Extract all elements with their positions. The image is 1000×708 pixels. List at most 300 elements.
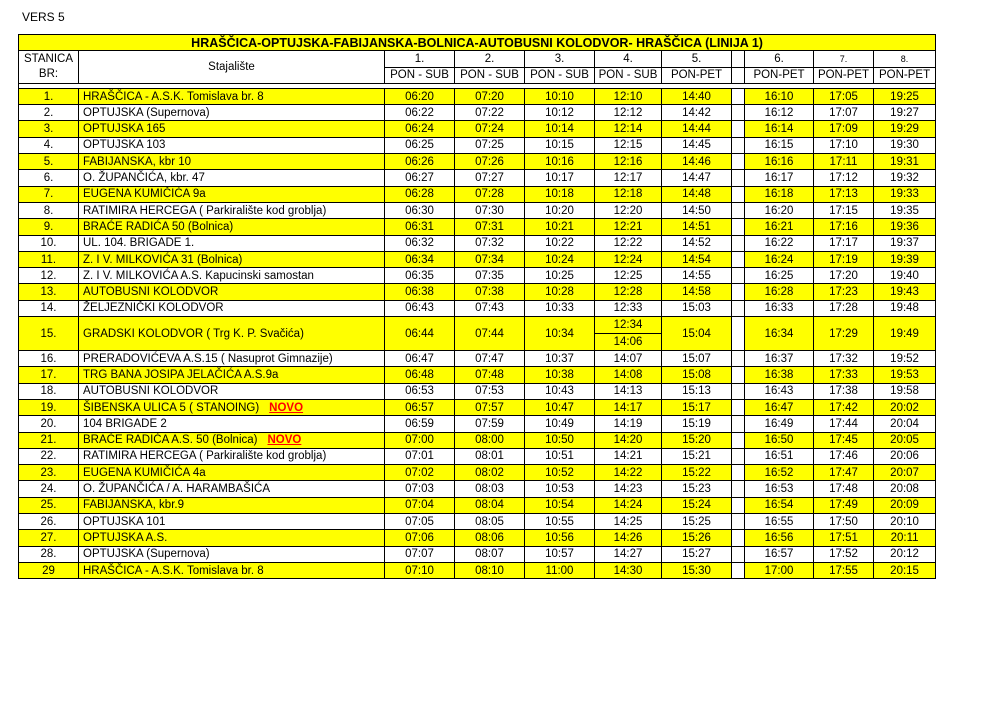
departure-time: 17:51: [814, 530, 874, 546]
departure-time: 17:47: [814, 465, 874, 481]
departure-time: 16:57: [745, 546, 814, 562]
departure-time: 10:52: [525, 465, 595, 481]
stop-name-text: EUGENA KUMIČIĆA 9a: [83, 188, 206, 201]
departure-time: 14:51: [662, 219, 732, 235]
station-number: 26.: [19, 514, 79, 530]
departure-time: 12:15: [595, 137, 662, 153]
departure-time: 17:46: [814, 448, 874, 464]
stop-name-text: FABIJANSKA, kbr 10: [83, 155, 192, 168]
departure-time: 16:55: [745, 514, 814, 530]
departure-time: 12:14: [595, 121, 662, 137]
departure-time: 14:46: [662, 154, 732, 170]
departure-header: 3.: [525, 51, 595, 67]
departure-time: 14:45: [662, 137, 732, 153]
departure-time: 12:24: [595, 251, 662, 267]
departure-time: 14:55: [662, 268, 732, 284]
stop-name: [79, 170, 385, 186]
table-row: [19, 562, 936, 578]
departure-time: 16:28: [745, 284, 814, 300]
departure-time: 08:06: [455, 530, 525, 546]
departure-time: 15:22: [662, 465, 732, 481]
spacer-cell: [732, 67, 745, 83]
departure-time: 06:26: [385, 154, 455, 170]
new-stop-badge: NOVO: [269, 401, 304, 414]
departure-time: 10:17: [525, 170, 595, 186]
station-number: 17.: [19, 367, 79, 383]
table-header: [19, 35, 936, 89]
departure-time: 17:45: [814, 432, 874, 448]
station-number: 16.: [19, 351, 79, 367]
departure-time: 16:33: [745, 300, 814, 316]
departure-time: 06:48: [385, 367, 455, 383]
departure-time: 12:20: [595, 202, 662, 218]
departure-time: 17:42: [814, 399, 874, 415]
departure-time: 20:10: [874, 514, 936, 530]
days-header: PON-PET: [814, 67, 874, 83]
departure-time: 15:24: [662, 497, 732, 513]
departure-time: 14:06: [595, 333, 661, 350]
departure-time: 14:52: [662, 235, 732, 251]
spacer-cell: [732, 137, 745, 153]
departure-time: 20:04: [874, 416, 936, 432]
spacer-cell: [732, 219, 745, 235]
departure-time: 20:06: [874, 448, 936, 464]
station-number: 19.: [19, 399, 79, 415]
timetable: [18, 34, 936, 579]
departure-time: 14:26: [595, 530, 662, 546]
departure-time: 07:27: [455, 170, 525, 186]
departure-time: 10:51: [525, 448, 595, 464]
stop-name-text: BRAĆE RADIĆA A.S. 50 (Bolnica): [83, 434, 258, 447]
station-no-header: STANICA BR:: [19, 51, 79, 84]
departure-time: 07:34: [455, 251, 525, 267]
departure-time: 15:04: [662, 317, 732, 351]
departure-time: 06:35: [385, 268, 455, 284]
departure-header: 7.: [814, 51, 874, 67]
days-header: PON - SUB: [455, 67, 525, 83]
departure-time: 12:10: [595, 88, 662, 104]
days-header: PON-PET: [662, 67, 732, 83]
departure-time: 12:33: [595, 300, 662, 316]
station-number: 29: [19, 562, 79, 578]
stop-name: [79, 562, 385, 578]
departure-time: 19:58: [874, 383, 936, 399]
stop-name: [79, 530, 385, 546]
departure-time: 07:57: [455, 399, 525, 415]
departure-time: 10:16: [525, 154, 595, 170]
departure-time: 14:40: [662, 88, 732, 104]
stop-name: [79, 88, 385, 104]
departure-time: 16:22: [745, 235, 814, 251]
departure-time: 16:20: [745, 202, 814, 218]
station-number: 7.: [19, 186, 79, 202]
departure-time: 19:43: [874, 284, 936, 300]
days-header: PON-PET: [745, 67, 814, 83]
days-header: PON-PET: [874, 67, 936, 83]
departure-time: 06:43: [385, 300, 455, 316]
departure-time: 17:12: [814, 170, 874, 186]
table-row: [19, 514, 936, 530]
departure-time: 16:50: [745, 432, 814, 448]
departure-time: 08:00: [455, 432, 525, 448]
departure-time: 07:28: [455, 186, 525, 202]
departure-time: 10:47: [525, 399, 595, 415]
station-number: 9.: [19, 219, 79, 235]
departure-time: 10:22: [525, 235, 595, 251]
spacer-cell: [732, 154, 745, 170]
departure-time: 12:34: [613, 319, 643, 332]
departure-time: 12:25: [595, 268, 662, 284]
departure-time: 10:50: [525, 432, 595, 448]
departure-time: 10:56: [525, 530, 595, 546]
departure-time: 16:37: [745, 351, 814, 367]
stop-name: [79, 383, 385, 399]
stop-name: [79, 416, 385, 432]
departure-time: 17:52: [814, 546, 874, 562]
departure-time: 14:50: [662, 202, 732, 218]
departure-time: 07:20: [455, 88, 525, 104]
departure-time: 17:28: [814, 300, 874, 316]
days-header: PON - SUB: [525, 67, 595, 83]
departure-time: 19:27: [874, 105, 936, 121]
departure-time: 17:48: [814, 481, 874, 497]
departure-time: 16:53: [745, 481, 814, 497]
departure-time: 15:03: [662, 300, 732, 316]
table-row: [19, 105, 936, 121]
departure-time: 14:54: [662, 251, 732, 267]
departure-time: 10:20: [525, 202, 595, 218]
table-row: [19, 137, 936, 153]
departure-time: 17:10: [814, 137, 874, 153]
spacer-cell: [732, 514, 745, 530]
departure-time: 15:27: [662, 546, 732, 562]
departure-time: 17:15: [814, 202, 874, 218]
stop-name-text: O. ŽUPANČIĆA, kbr. 47: [83, 172, 205, 185]
departure-time: 07:02: [385, 465, 455, 481]
stop-name: [79, 137, 385, 153]
departure-time: 16:38: [745, 367, 814, 383]
stop-header: Stajalište: [79, 51, 385, 84]
table-row: [19, 432, 936, 448]
version-label: VERS 5: [22, 10, 65, 24]
departure-time: 08:10: [455, 562, 525, 578]
station-number: 4.: [19, 137, 79, 153]
station-number: 21.: [19, 432, 79, 448]
departure-time: 16:51: [745, 448, 814, 464]
table-row: [19, 88, 936, 104]
spacer-cell: [732, 251, 745, 267]
stop-name-text: O. ŽUPANČIĆA / A. HARAMBAŠIĆA: [83, 483, 271, 496]
departure-time: 17:05: [814, 88, 874, 104]
table-title: HRAŠČICA-OPTUJSKA-FABIJANSKA-BOLNICA-AUTOBUSNI KOLODVOR- HRAŠČICA (LINIJA 1): [19, 35, 936, 51]
departure-time: 07:05: [385, 514, 455, 530]
departure-time: 07:26: [455, 154, 525, 170]
stop-name-text: OPTUJSKA (Supernova): [83, 106, 210, 119]
departure-time: 06:31: [385, 219, 455, 235]
departure-time: 12:17: [595, 170, 662, 186]
table-row: [19, 399, 936, 415]
station-number: 10.: [19, 235, 79, 251]
station-number: 23.: [19, 465, 79, 481]
stop-name-text: BRAĆE RADIĆA 50 (Bolnica): [83, 220, 234, 233]
departure-time: 06:28: [385, 186, 455, 202]
station-number: 20.: [19, 416, 79, 432]
departure-time: 07:06: [385, 530, 455, 546]
departure-time: 14:24: [595, 497, 662, 513]
stop-name: [79, 154, 385, 170]
station-number: 8.: [19, 202, 79, 218]
departure-time: 15:26: [662, 530, 732, 546]
departure-time: 19:48: [874, 300, 936, 316]
departure-time: 20:12: [874, 546, 936, 562]
departure-time-split: [595, 317, 662, 351]
departure-time: 15:19: [662, 416, 732, 432]
stop-name: [79, 219, 385, 235]
table-row: [19, 416, 936, 432]
departure-time: 15:07: [662, 351, 732, 367]
table-row: [19, 481, 936, 497]
station-number: 15.: [19, 317, 79, 351]
departure-time: 10:33: [525, 300, 595, 316]
stop-name: [79, 186, 385, 202]
departure-time: 16:54: [745, 497, 814, 513]
departure-time: 17:00: [745, 562, 814, 578]
stop-name-text: HRAŠČICA - A.S.K. Tomislava br. 8: [83, 90, 264, 103]
departure-time: 07:35: [455, 268, 525, 284]
spacer-cell: [732, 546, 745, 562]
departure-time: 15:17: [662, 399, 732, 415]
departure-header: 8.: [874, 51, 936, 67]
departure-time: 16:15: [745, 137, 814, 153]
spacer-cell: [732, 432, 745, 448]
departure-time: 16:12: [745, 105, 814, 121]
departure-time: 07:38: [455, 284, 525, 300]
table-row: [19, 251, 936, 267]
departure-time: 10:34: [525, 317, 595, 351]
departure-time: 08:07: [455, 546, 525, 562]
spacer-cell: [732, 300, 745, 316]
stop-name-text: Z. I V. MILKOVIĆA 31 (Bolnica): [83, 253, 243, 266]
departure-time: 07:43: [455, 300, 525, 316]
departure-time: 19:30: [874, 137, 936, 153]
table-row: [19, 546, 936, 562]
departure-time: 19:31: [874, 154, 936, 170]
stop-name-text: OPTUJSKA A.S.: [83, 531, 168, 544]
departure-time: 10:38: [525, 367, 595, 383]
spacer-cell: [732, 465, 745, 481]
table-row: [19, 497, 936, 513]
stop-name: [79, 251, 385, 267]
departure-time: 07:24: [455, 121, 525, 137]
departure-time: 06:47: [385, 351, 455, 367]
departure-time: 14:27: [595, 546, 662, 562]
departure-time: 19:25: [874, 88, 936, 104]
departure-time: 12:22: [595, 235, 662, 251]
table-row: [19, 268, 936, 284]
departure-time: 16:52: [745, 465, 814, 481]
departure-time: 16:56: [745, 530, 814, 546]
departure-time: 10:28: [525, 284, 595, 300]
departure-time: 07:00: [385, 432, 455, 448]
departure-time: 17:11: [814, 154, 874, 170]
departure-time: 20:15: [874, 562, 936, 578]
departure-time: 06:38: [385, 284, 455, 300]
departure-time: 10:55: [525, 514, 595, 530]
departure-time: 20:09: [874, 497, 936, 513]
departure-time: 17:38: [814, 383, 874, 399]
departure-time: 07:32: [455, 235, 525, 251]
departure-time: 14:07: [595, 351, 662, 367]
station-number: 28.: [19, 546, 79, 562]
departure-time: 17:13: [814, 186, 874, 202]
departure-time: 10:12: [525, 105, 595, 121]
departure-time: 16:24: [745, 251, 814, 267]
departure-time: 17:17: [814, 235, 874, 251]
stop-name-text: Z. I V. MILKOVIĆA A.S. Kapucinski samostan: [83, 269, 314, 282]
table-row: [19, 351, 936, 367]
departure-time: 10:10: [525, 88, 595, 104]
stop-name: [79, 448, 385, 464]
departure-time: 19:29: [874, 121, 936, 137]
departure-time: 14:58: [662, 284, 732, 300]
departure-time: 16:10: [745, 88, 814, 104]
station-number: 13.: [19, 284, 79, 300]
departure-time: 06:57: [385, 399, 455, 415]
departure-time: 20:05: [874, 432, 936, 448]
departure-time: 19:53: [874, 367, 936, 383]
stop-name-text: ŽELJEZNIČKI KOLODVOR: [83, 302, 224, 315]
departure-time: 08:04: [455, 497, 525, 513]
departure-time: 10:15: [525, 137, 595, 153]
table-row: [19, 317, 936, 351]
departure-time: 08:01: [455, 448, 525, 464]
departure-time: 15:08: [662, 367, 732, 383]
departure-time: 17:50: [814, 514, 874, 530]
departure-time: 07:44: [455, 317, 525, 351]
departure-time: 20:07: [874, 465, 936, 481]
departure-time: 17:49: [814, 497, 874, 513]
departure-time: 07:22: [455, 105, 525, 121]
departure-time: 16:21: [745, 219, 814, 235]
departure-time: 06:44: [385, 317, 455, 351]
departure-time: 10:53: [525, 481, 595, 497]
station-number: 2.: [19, 105, 79, 121]
departure-time: 10:49: [525, 416, 595, 432]
departure-time: 07:30: [455, 202, 525, 218]
departure-time: 07:25: [455, 137, 525, 153]
departure-time: 07:07: [385, 546, 455, 562]
departure-time: 07:04: [385, 497, 455, 513]
stop-name: [79, 399, 385, 415]
station-number: 14.: [19, 300, 79, 316]
departure-time: 07:59: [455, 416, 525, 432]
stop-name: [79, 497, 385, 513]
departure-time: 16:16: [745, 154, 814, 170]
departure-time: 14:48: [662, 186, 732, 202]
days-header: PON - SUB: [385, 67, 455, 83]
departure-time: 14:30: [595, 562, 662, 578]
spacer-cell: [732, 284, 745, 300]
departure-time: 19:49: [874, 317, 936, 351]
spacer-cell: [732, 351, 745, 367]
stop-name: [79, 284, 385, 300]
departure-time: 07:53: [455, 383, 525, 399]
spacer-cell: [732, 121, 745, 137]
station-number: 6.: [19, 170, 79, 186]
stop-name-text: PRERADOVIĆEVA A.S.15 ( Nasuprot Gimnazije): [83, 352, 333, 365]
spacer-cell: [732, 268, 745, 284]
departure-time: 14:20: [595, 432, 662, 448]
departure-time: 14:25: [595, 514, 662, 530]
departure-header: 1.: [385, 51, 455, 67]
departure-time: 10:18: [525, 186, 595, 202]
departure-time: 10:43: [525, 383, 595, 399]
departure-time: 15:21: [662, 448, 732, 464]
departure-time: 19:33: [874, 186, 936, 202]
table-row: [19, 284, 936, 300]
departure-time: 10:57: [525, 546, 595, 562]
spacer-cell: [732, 383, 745, 399]
table-row: [19, 383, 936, 399]
stop-name: [79, 546, 385, 562]
departure-time: 17:16: [814, 219, 874, 235]
departure-time: 17:29: [814, 317, 874, 351]
departure-time: 16:49: [745, 416, 814, 432]
departure-time: 14:22: [595, 465, 662, 481]
departure-time: 10:54: [525, 497, 595, 513]
spacer-cell: [732, 235, 745, 251]
departure-time: 17:55: [814, 562, 874, 578]
stop-name-text: RATIMIRA HERCEGA ( Parkiralište kod groblja): [83, 204, 327, 217]
stop-name: [79, 351, 385, 367]
departure-time: 08:03: [455, 481, 525, 497]
station-number: 25.: [19, 497, 79, 513]
new-stop-badge: NOVO: [267, 434, 302, 447]
departure-time: 19:37: [874, 235, 936, 251]
departure-time: 14:44: [662, 121, 732, 137]
station-number: 1.: [19, 88, 79, 104]
departure-time: 15:20: [662, 432, 732, 448]
departure-time: 07:31: [455, 219, 525, 235]
stop-name-text: OPTUJSKA 101: [83, 515, 166, 528]
departure-time: 06:20: [385, 88, 455, 104]
departure-time: 06:59: [385, 416, 455, 432]
spacer-cell: [732, 481, 745, 497]
departure-time: 20:08: [874, 481, 936, 497]
spacer-cell: [732, 562, 745, 578]
table-row: [19, 448, 936, 464]
stop-name-text: AUTOBUSNI KOLODVOR: [83, 286, 219, 299]
departure-time: 12:28: [595, 284, 662, 300]
departure-time: 08:02: [455, 465, 525, 481]
stop-name-text: OPTUJSKA (Supernova): [83, 548, 210, 561]
departure-time: 10:14: [525, 121, 595, 137]
stop-name: [79, 367, 385, 383]
departure-time: 14:47: [662, 170, 732, 186]
spacer-cell: [732, 51, 745, 67]
spacer-cell: [732, 105, 745, 121]
departure-time: 19:39: [874, 251, 936, 267]
spacer-cell: [732, 497, 745, 513]
departure-time: 06:53: [385, 383, 455, 399]
departure-time: 14:13: [595, 383, 662, 399]
departure-header: 6.: [745, 51, 814, 67]
departure-time: 07:48: [455, 367, 525, 383]
departure-time: 07:10: [385, 562, 455, 578]
table-row: [19, 121, 936, 137]
days-header: PON - SUB: [595, 67, 662, 83]
stop-name-text: ŠIBENSKA ULICA 5 ( STANOING): [83, 401, 260, 414]
